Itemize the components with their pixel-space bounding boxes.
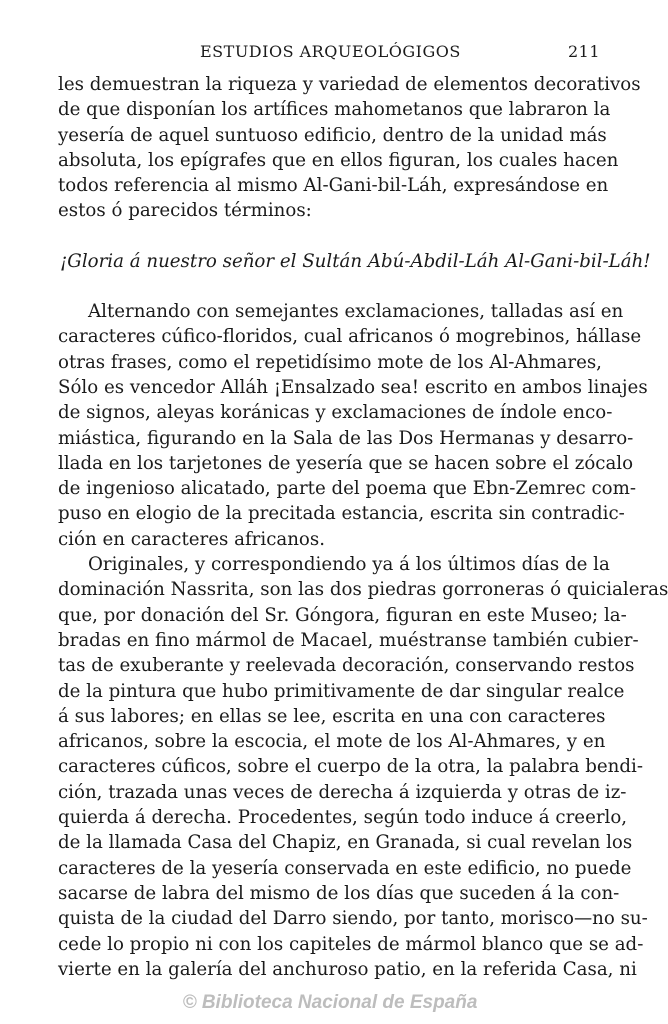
text-line: yesería de aquel suntuoso edificio, dentro de la unidad más: [58, 124, 607, 146]
watermark: © Biblioteca Nacional de España: [182, 992, 478, 1013]
text-line: otras frases, como el repetidísimo mote de los Al-Ahmares,: [58, 351, 602, 373]
text-line: quierda á derecha. Procedentes, según todo induce á creerlo,: [58, 807, 628, 829]
text-line: de la llamada Casa del Chapiz, en Granada, si cual revelan los: [58, 832, 633, 854]
text-line: llada en los tarjetones de yesería que se hacen sobre el zócalo: [58, 452, 634, 474]
text-line: miástica, figurando en la Sala de las Dos Hermanas y desarro-: [58, 427, 634, 449]
body-text: [58, 72, 668, 982]
text-line: cede lo propio ni con los capiteles de mármol blanco que se ad-: [58, 933, 644, 955]
header-title: ESTUDIOS ARQUEOLÓGIGOS: [200, 42, 461, 61]
text-line: de signos, aleyas koránicas y exclamaciones de índole enco-: [58, 402, 613, 424]
quote-line: ¡Gloria á nuestro señor el Sultán Abú-Abdil-Láh Al-Gani-bil-Láh!: [60, 250, 651, 272]
text-line: todos referencia al mismo Al-Gani-bil-Láh, expresándose en: [58, 175, 609, 197]
text-line: quista de la ciudad del Darro siendo, por tanto, morisco—no su-: [58, 908, 648, 930]
text-line: de ingenioso alicatado, parte del poema que Ebn-Zemrec com-: [58, 478, 637, 500]
text-line: Sólo es vencedor Alláh ¡Ensalzado sea! escrito en ambos linajes: [58, 376, 648, 398]
text-line: á sus labores; en ellas se lee, escrita en una con caracteres: [58, 705, 606, 727]
text-line: vierte en la galería del anchuroso patio, en la referida Casa, ni: [58, 958, 637, 980]
text-line: que, por donación del Sr. Góngora, figuran en este Museo; la-: [58, 604, 627, 626]
text-line: de la pintura que hubo primitivamente de dar singular realce: [58, 680, 625, 702]
paragraph-originales: [58, 552, 668, 982]
paragraph-alternando: [58, 299, 648, 552]
text-line: dominación Nassrita, son las dos piedras gorroneras ó quicialeras: [58, 579, 668, 601]
text-line: bradas en fino mármol de Macael, muéstranse también cubier-: [58, 629, 639, 651]
text-line: estos ó parecidos términos:: [58, 200, 312, 222]
paragraph-continuation: [58, 72, 641, 224]
text-line: Alternando con semejantes exclamaciones, talladas así en: [88, 301, 624, 323]
text-line: puso en elogio de la precitada estancia, escrita sin contradic-: [58, 503, 625, 525]
text-line: sacarse de labra del mismo de los días que suceden á la con-: [58, 882, 620, 904]
text-line: Originales, y correspondiendo ya á los últimos días de la: [88, 554, 610, 576]
text-line: caracteres cúfico-floridos, cual africanos ó mogrebinos, hállase: [58, 326, 642, 348]
text-line: tas de exuberante y reelevada decoración, conservando restos: [58, 655, 635, 677]
text-line: ción en caracteres africanos.: [58, 528, 325, 550]
text-line: les demuestran la riqueza y variedad de elementos decorativos: [58, 74, 641, 95]
page-number: 211: [567, 42, 600, 61]
text-line: caracteres cúficos, sobre el cuerpo de la otra, la palabra bendi-: [58, 756, 643, 778]
text-line: africanos, sobre la escocia, el mote de los Al-Ahmares, y en: [58, 731, 606, 753]
text-line: ción, trazada unas veces de derecha á izquierda y otras de iz-: [58, 781, 627, 803]
text-line: absoluta, los epígrafes que en ellos figuran, los cuales hacen: [58, 149, 619, 171]
text-line: caracteres de la yesería conservada en este edificio, no puede: [58, 857, 632, 879]
text-line: de que disponían los artífices mahometanos que labraron la: [58, 99, 611, 121]
